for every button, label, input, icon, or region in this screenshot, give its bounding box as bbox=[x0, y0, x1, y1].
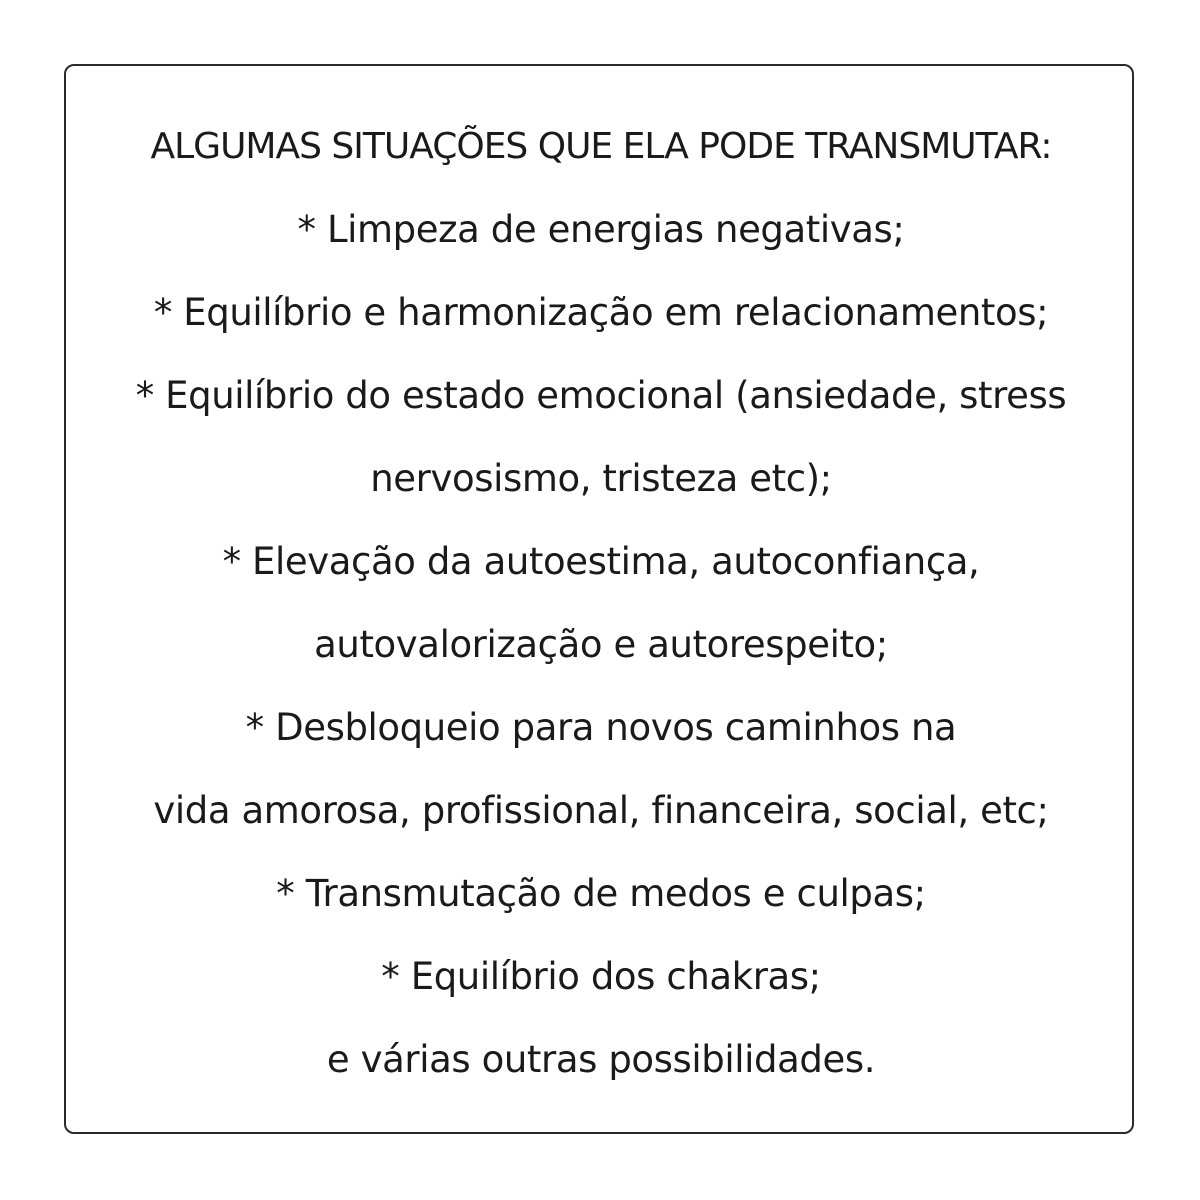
text-line-5: * Elevação da autoestima, autoconfiança, bbox=[222, 540, 980, 583]
text-line-7: * Desbloqueio para novos caminhos na bbox=[245, 706, 957, 749]
text-line-3: * Equilíbrio do estado emocional (ansiedade, stress bbox=[135, 374, 1067, 417]
text-line-8: vida amorosa, profissional, financeira, social, etc; bbox=[153, 789, 1049, 832]
heading: ALGUMAS SITUAÇÕES QUE ELA PODE TRANSMUTAR: bbox=[150, 126, 1052, 167]
text-line-4: nervosismo, tristeza etc); bbox=[370, 457, 832, 500]
text-line-10: * Equilíbrio dos chakras; bbox=[381, 955, 821, 998]
text-line-2: * Equilíbrio e harmonização em relacionamentos; bbox=[153, 291, 1049, 334]
bordered-card bbox=[64, 64, 1134, 1134]
text-line-9: * Transmutação de medos e culpas; bbox=[276, 872, 926, 915]
text-line-1: * Limpeza de energias negativas; bbox=[297, 208, 905, 251]
text-line-6: autovalorização e autorespeito; bbox=[314, 623, 888, 666]
text-line-11: e várias outras possibilidades. bbox=[326, 1038, 876, 1081]
